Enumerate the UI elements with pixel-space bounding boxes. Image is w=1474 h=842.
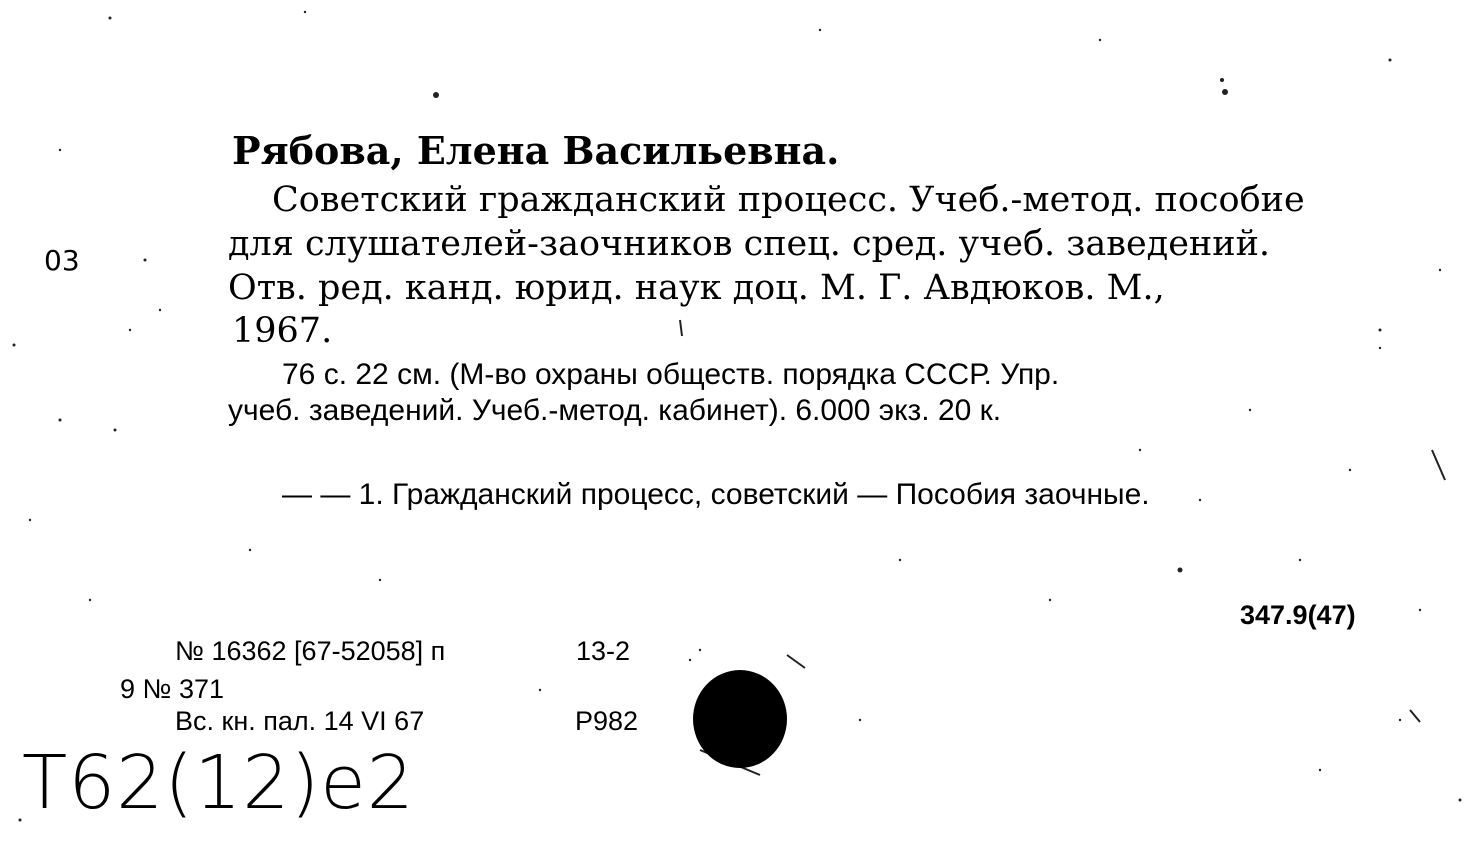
author-heading: Рябова, Елена Васильевна. xyxy=(232,128,840,173)
handwritten-margin-note: 03 xyxy=(44,244,80,277)
author-mark: Р982 xyxy=(575,706,639,736)
annotation-line: для слушателей-заочников спец. сред. учеб. заведений. xyxy=(228,224,1271,264)
printing-batch: 13-2 xyxy=(576,636,631,666)
collation-line: 76 с. 22 см. (М-во охраны обществ. порядка СССР. Упр. xyxy=(282,358,1060,391)
handwritten-shelfmark: T62(12)e2 xyxy=(22,740,415,826)
printing-number: № 16362 [67-52058] п xyxy=(175,636,446,666)
order-number: 9 № 371 xyxy=(120,674,225,704)
subject-tracing: — — 1. Гражданский процесс, советский — Пособия заочные. xyxy=(282,478,1150,511)
book-chamber-date: Вс. кн. пал. 14 VI 67 xyxy=(175,706,425,736)
collation-line: учеб. заведений. Учеб.-метод. кабинет). 6.000 экз. 20 к. xyxy=(228,394,1002,427)
annotation-line: Советский гражданский процесс. Учеб.-метод. пособие xyxy=(272,180,1305,220)
annotation-line: Отв. ред. канд. юрид. наук доц. М. Г. Авдюков. М., xyxy=(228,268,1165,308)
punch-hole xyxy=(693,670,787,768)
annotation-line: 1967. xyxy=(232,311,333,351)
udc-classification: 347.9(47) xyxy=(1240,600,1356,630)
